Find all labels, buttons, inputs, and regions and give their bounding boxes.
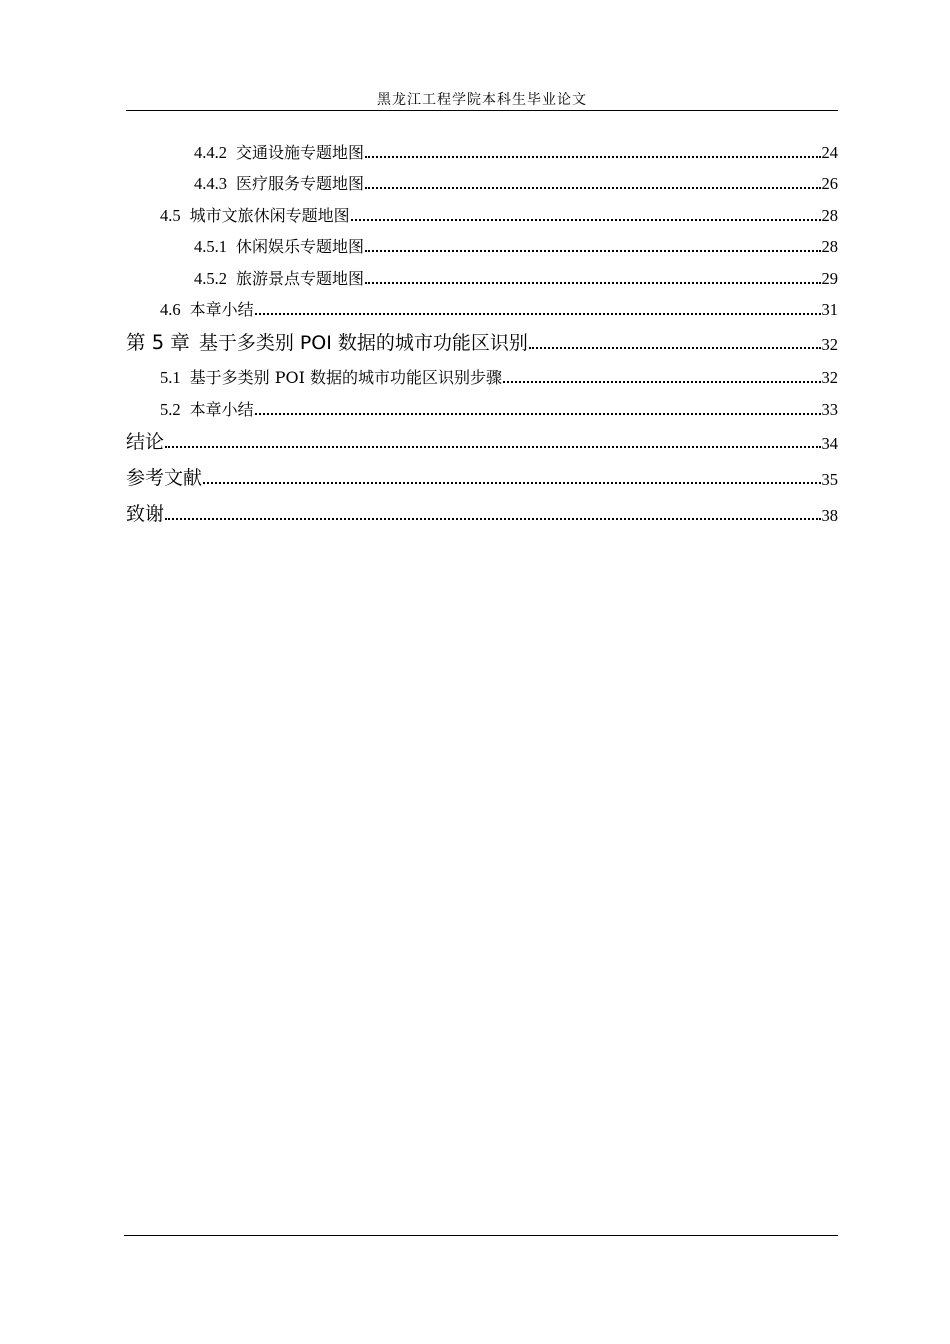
toc-entry-5-2[interactable] xyxy=(160,392,838,420)
toc-entry-number: 4.5.1 xyxy=(194,237,227,256)
toc-entry-title: 本章小结 xyxy=(189,300,254,319)
toc-entry-page: 26 xyxy=(821,174,838,193)
toc-entry-page: 29 xyxy=(821,269,838,288)
toc-entry-page: 32 xyxy=(821,368,838,387)
page-header: 黑龙江工程学院本科生毕业论文 xyxy=(377,92,587,108)
toc-entry-number: 4.4.2 xyxy=(194,143,227,162)
toc-dot-leader xyxy=(365,185,820,189)
toc-entry-4-6[interactable] xyxy=(160,292,838,320)
toc-entry-number: 4.5 xyxy=(160,206,181,225)
toc-entry-references[interactable] xyxy=(126,460,838,490)
toc-dot-leader xyxy=(165,516,820,520)
toc-entry-page: 31 xyxy=(821,300,838,319)
toc-entry-number: 4.6 xyxy=(160,300,181,319)
toc-entry-number: 5.2 xyxy=(160,400,181,419)
toc-dot-leader xyxy=(255,411,821,415)
toc-entry-4-5-2[interactable] xyxy=(194,261,838,289)
toc-entry-4-4-3[interactable] xyxy=(194,166,838,194)
toc-entry-title: 基于多类别 POI 数据的城市功能区识别步骤 xyxy=(189,368,503,387)
toc-dot-leader xyxy=(255,311,821,315)
toc-entry-title: 交通设施专题地图 xyxy=(236,143,365,162)
toc-entry-number: 第 5 章 xyxy=(126,331,190,354)
header-rule xyxy=(126,110,838,111)
toc-dot-leader xyxy=(165,444,820,448)
toc-entry-page: 35 xyxy=(821,470,838,489)
toc-entry-title: 休闲娱乐专题地图 xyxy=(236,237,365,256)
toc-entry-4-5-1[interactable] xyxy=(194,229,838,257)
toc-dot-leader xyxy=(351,217,821,221)
footer-rule xyxy=(124,1235,838,1236)
toc-entry-acknowledgements[interactable] xyxy=(126,496,838,526)
toc-entry-number: 4.4.3 xyxy=(194,174,227,193)
toc-entry-title: 结论 xyxy=(126,431,165,453)
toc-entry-chapter-5[interactable] xyxy=(126,325,838,355)
toc-entry-number: 4.5.2 xyxy=(194,269,227,288)
toc-entry-title: 基于多类别 POI 数据的城市功能区识别 xyxy=(198,332,528,354)
toc-entry-page: 24 xyxy=(821,143,838,162)
toc-entry-title: 旅游景点专题地图 xyxy=(236,269,365,288)
toc-dot-leader xyxy=(365,154,820,158)
toc-dot-leader xyxy=(365,248,820,252)
toc-entry-conclusion[interactable] xyxy=(126,424,838,454)
toc-entry-title: 参考文献 xyxy=(126,467,203,489)
toc-entry-page: 28 xyxy=(821,206,838,225)
toc-entry-4-4-2[interactable] xyxy=(194,135,838,163)
toc-entry-page: 32 xyxy=(821,335,838,354)
toc-entry-page: 33 xyxy=(821,400,838,419)
toc-dot-leader xyxy=(529,345,821,349)
toc-entry-title: 医疗服务专题地图 xyxy=(236,174,365,193)
toc-entry-title: 城市文旅休闲专题地图 xyxy=(189,206,350,225)
toc-entry-page: 28 xyxy=(821,237,838,256)
toc-entry-title: 致谢 xyxy=(126,503,165,525)
toc-dot-leader xyxy=(503,379,820,383)
toc-entry-title: 本章小结 xyxy=(189,400,254,419)
toc-dot-leader xyxy=(203,480,820,484)
toc-entry-number: 5.1 xyxy=(160,368,181,387)
toc-entry-4-5[interactable] xyxy=(160,198,838,226)
toc-entry-5-1[interactable] xyxy=(160,360,838,388)
toc-entry-page: 34 xyxy=(821,434,838,453)
toc-entry-page: 38 xyxy=(821,506,838,525)
toc-dot-leader xyxy=(365,280,820,284)
